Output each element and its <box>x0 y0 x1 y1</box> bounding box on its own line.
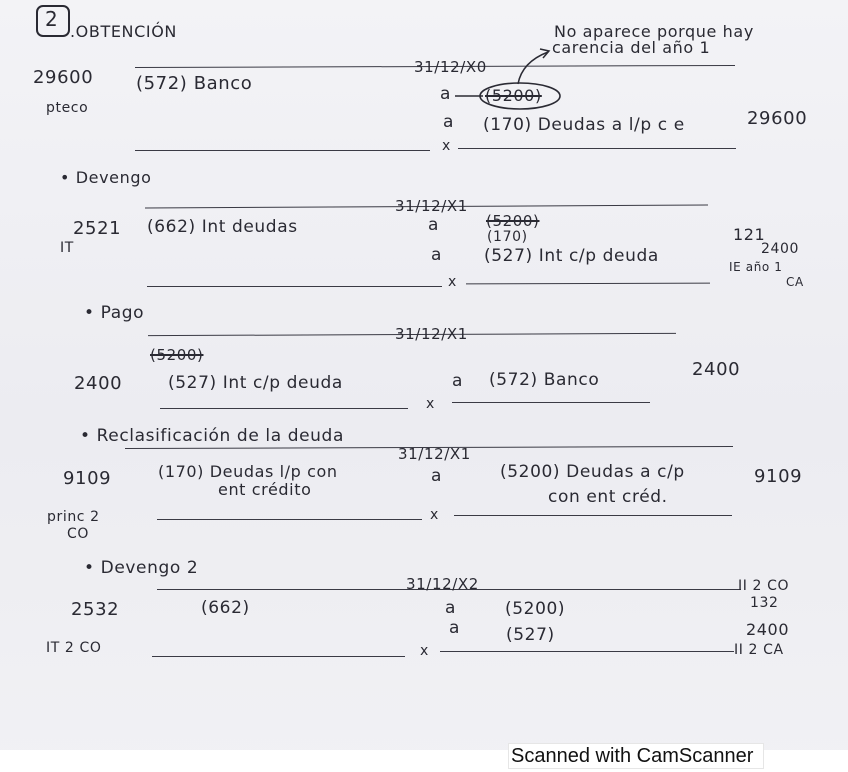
obtencion-credit-amount: 29600 <box>747 108 808 129</box>
devengo2-a1: a <box>445 598 457 618</box>
reclasificacion-debit-2: ent crédito <box>218 480 312 499</box>
scanner-watermark: Scanned with CamScanner <box>508 743 764 769</box>
devengo-credit-amount-1: 121 <box>733 225 766 244</box>
reclasificacion-date: 31/12/X1 <box>398 445 471 463</box>
devengo-debit: (662) Int deudas <box>147 217 298 237</box>
devengo-amount-note: IT <box>60 240 74 256</box>
devengo-title: • Devengo <box>60 168 152 187</box>
devengo2-note-bottom: II 2 CA <box>734 642 784 658</box>
devengo2-credit1: (5200) <box>505 599 566 619</box>
obtencion-credit1: (5200) <box>485 86 542 105</box>
devengo-date: 31/12/X1 <box>395 197 468 215</box>
pago-a: a <box>452 371 464 391</box>
devengo-amount: 2521 <box>73 218 122 239</box>
reclasificacion-debit-1: (170) Deudas l/p con <box>158 462 338 481</box>
devengo-credit-amount-2: 2400 <box>761 241 800 257</box>
devengo-credit1-struck: (5200) <box>486 212 540 230</box>
obtencion-amount: 29600 <box>33 67 94 88</box>
reclasificacion-amount: 9109 <box>63 468 112 489</box>
obtencion-debit: (572) Banco <box>136 73 253 94</box>
heading-title: .OBTENCIÓN <box>70 22 177 41</box>
devengo2-title: • Devengo 2 <box>84 558 199 578</box>
pago-amount: 2400 <box>74 373 123 394</box>
devengo2-credit-amount-2: 2400 <box>746 620 790 639</box>
reclasificacion-amount-note-2: CO <box>67 526 89 542</box>
devengo2-debit: (662) <box>201 598 250 618</box>
devengo-x: x <box>448 274 457 290</box>
heading-number: 2 <box>45 7 59 31</box>
devengo-credit-note-2: CA <box>786 275 804 289</box>
devengo2-credit-amount-1: 132 <box>750 595 779 611</box>
reclasificacion-credit-1: (5200) Deudas a c/p <box>500 462 685 482</box>
reclasificacion-title: • Reclasificación de la deuda <box>80 426 344 446</box>
devengo2-note-top: II 2 CO <box>738 578 790 594</box>
devengo2-credit2: (527) <box>506 625 555 645</box>
pago-x: x <box>426 396 435 412</box>
reclasificacion-credit-2: con ent créd. <box>548 487 668 507</box>
reclasificacion-a: a <box>431 466 443 486</box>
devengo-a2: a <box>431 245 443 265</box>
devengo2-a2: a <box>449 618 461 638</box>
pago-title: • Pago <box>84 303 145 323</box>
pago-debit: (527) Int c/p deuda <box>168 373 343 393</box>
devengo2-date: 31/12/X2 <box>406 575 479 593</box>
obtencion-credit2: (170) Deudas a l/p c e <box>483 115 685 135</box>
note-line-1: No aparece porque hay <box>554 22 754 41</box>
devengo2-amount: 2532 <box>71 599 120 620</box>
devengo-a1: a <box>428 215 440 235</box>
reclasificacion-x: x <box>430 507 439 523</box>
obtencion-x: x <box>442 138 451 154</box>
reclasificacion-amount-note-1: princ 2 <box>47 509 100 525</box>
pago-credit-amount: 2400 <box>692 359 741 380</box>
obtencion-date: 31/12/X0 <box>414 58 487 76</box>
pago-struck: (5200) <box>150 346 204 364</box>
circle-mark <box>480 83 560 109</box>
devengo2-amount-note: IT 2 CO <box>46 640 102 656</box>
devengo-credit1: (170) <box>487 229 528 245</box>
note-line-2: carencia del año 1 <box>552 38 711 57</box>
pago-date: 31/12/X1 <box>395 325 468 343</box>
obtencion-a2: a <box>443 112 455 132</box>
obtencion-amount-note: pteco <box>46 100 89 116</box>
devengo-credit2: (527) Int c/p deuda <box>484 246 659 266</box>
reclasificacion-credit-amount: 9109 <box>754 466 803 487</box>
devengo-credit-note-1: IE año 1 <box>729 260 783 274</box>
pago-credit: (572) Banco <box>489 370 600 390</box>
devengo2-x: x <box>420 643 429 659</box>
obtencion-a1: a <box>440 84 452 104</box>
